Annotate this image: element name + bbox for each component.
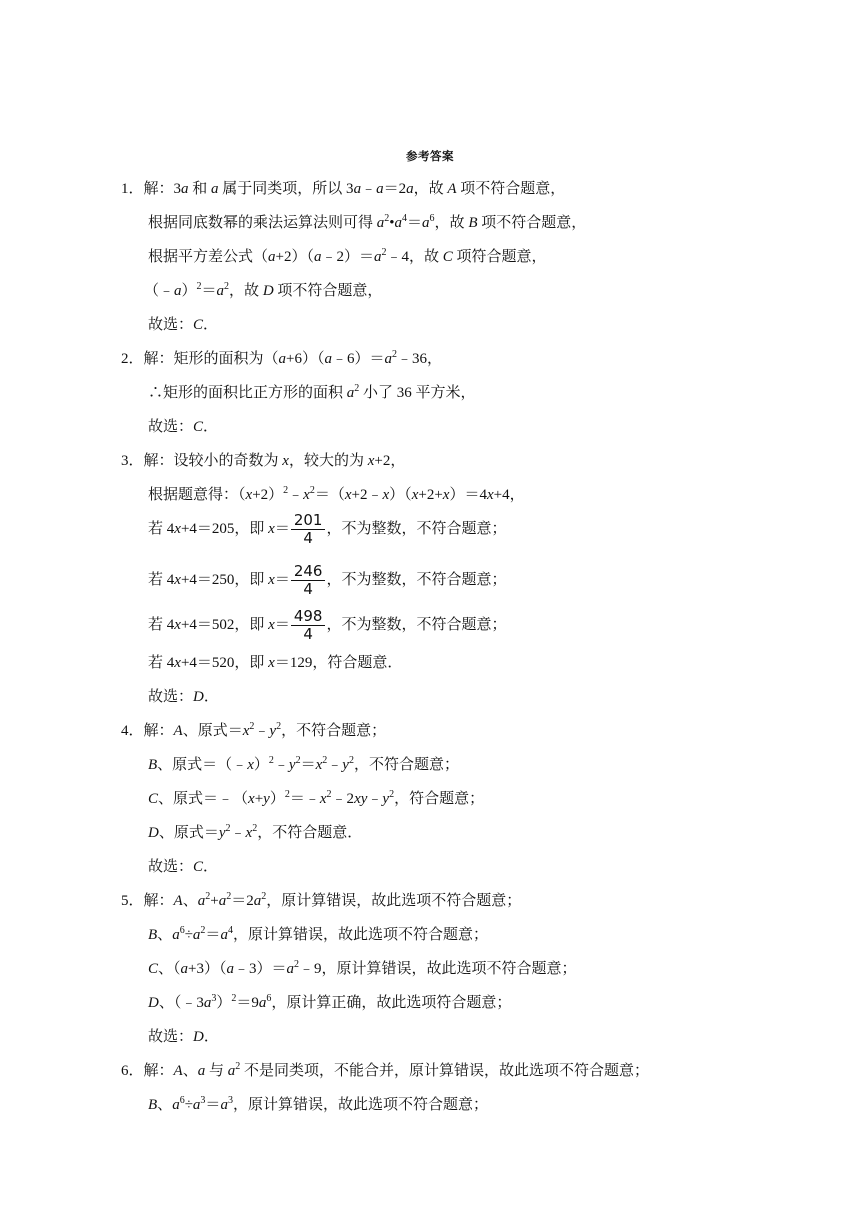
q1-line-1: 1．解：3a 和 a 属于同类项，所以 3a﹣a＝2a，故 A 项不符合题意， bbox=[121, 181, 566, 197]
q4-line-4: D、原式$=y^2﹣x^2$，不符合题意． bbox=[148, 823, 363, 841]
q1-line-4: $(﹣a)^2=a^2$，故 D 项不符合题意， bbox=[144, 281, 383, 299]
q6-line-1: 6．解：A、a 与 $a^2$ 不是同类项，不能合并，原计算错误，故此选项不符合题意； bbox=[121, 1061, 649, 1079]
q5-line-3: C、$(a+3)(a﹣3)=a^2﹣9$，原计算错误，故此选项不符合题意； bbox=[148, 959, 577, 977]
fraction-201-4: $\frac{201}{4}$ bbox=[291, 512, 326, 547]
q3-case-250: 若 4x+4＝250，即 x＝ $\frac{246}{4}$ ，不为整数，不符合题意； bbox=[148, 562, 507, 598]
q5-line-4: D、$(﹣3a^3)^2=9a^6$，原计算正确，故此选项符合题意； bbox=[148, 993, 512, 1011]
q5-line-1: 5．解：A、$a^2+a^2=2a^2$，原计算错误，故此选项不符合题意； bbox=[121, 891, 522, 909]
q3-line-2: 根据题意得：$(x+2)^2﹣x^2=(x+2﹣x)(x+2+x)=4x+4$， bbox=[148, 485, 525, 503]
q2-line-1: 2．解：矩形的面积为$(a+6)(a﹣6)=a^2﹣36$， bbox=[121, 349, 443, 367]
q3-case-502: 若 4x+4＝502，即 x＝ $\frac{498}{4}$ ，不为整数，不符合题意； bbox=[148, 607, 507, 643]
q1-line-2: 根据同底数幂的乘法运算法则可得 $a^2•a^4=a^6$，故 B 项不符合题意， bbox=[148, 213, 587, 231]
q4-answer: 故选：C． bbox=[148, 859, 219, 875]
q2-answer: 故选：C． bbox=[148, 419, 219, 435]
q3-case-520: 若 4x+4＝520，即 x＝129，符合题意． bbox=[148, 655, 403, 671]
q1-line-3: 根据平方差公式$(a+2)(a﹣2)=a^2﹣4$，故 C 项符合题意， bbox=[148, 247, 547, 265]
fraction-498-4: $\frac{498}{4}$ bbox=[291, 608, 326, 643]
q5-line-2: B、$a^6\div a^2=a^4$，原计算错误，故此选项不符合题意； bbox=[148, 925, 488, 943]
q3-line-1: 3．解：设较小的奇数为 x，较大的为 x+2， bbox=[121, 453, 406, 469]
q1-answer: 故选：C． bbox=[148, 317, 219, 333]
q2-line-2: ∴矩形的面积比正方形的面积 $a^2$ 小了 36 平方米， bbox=[148, 383, 476, 401]
q6-line-2: B、$a^6\div a^3=a^3$，原计算错误，故此选项不符合题意； bbox=[148, 1095, 488, 1113]
page-title: 参考答案 bbox=[406, 149, 454, 163]
fraction-246-4: $\frac{246}{4}$ bbox=[291, 563, 326, 598]
q3-case-205: 若 4x+4＝205，即 x＝ $\frac{201}{4}$ ，不为整数，不符合题意； bbox=[148, 511, 507, 547]
q4-line-2: B、原式$=(﹣x)^2﹣y^2=x^2﹣y^2$，不符合题意； bbox=[148, 755, 459, 773]
q4-line-1: 4．解：A、原式$=x^2﹣y^2$，不符合题意； bbox=[121, 721, 387, 739]
q5-answer: 故选：D． bbox=[148, 1029, 219, 1045]
q4-line-3: C、原式$=﹣(x+y)^2=﹣x^2﹣2xy﹣y^2$，符合题意； bbox=[148, 789, 485, 807]
q3-answer: 故选：D． bbox=[148, 689, 219, 705]
